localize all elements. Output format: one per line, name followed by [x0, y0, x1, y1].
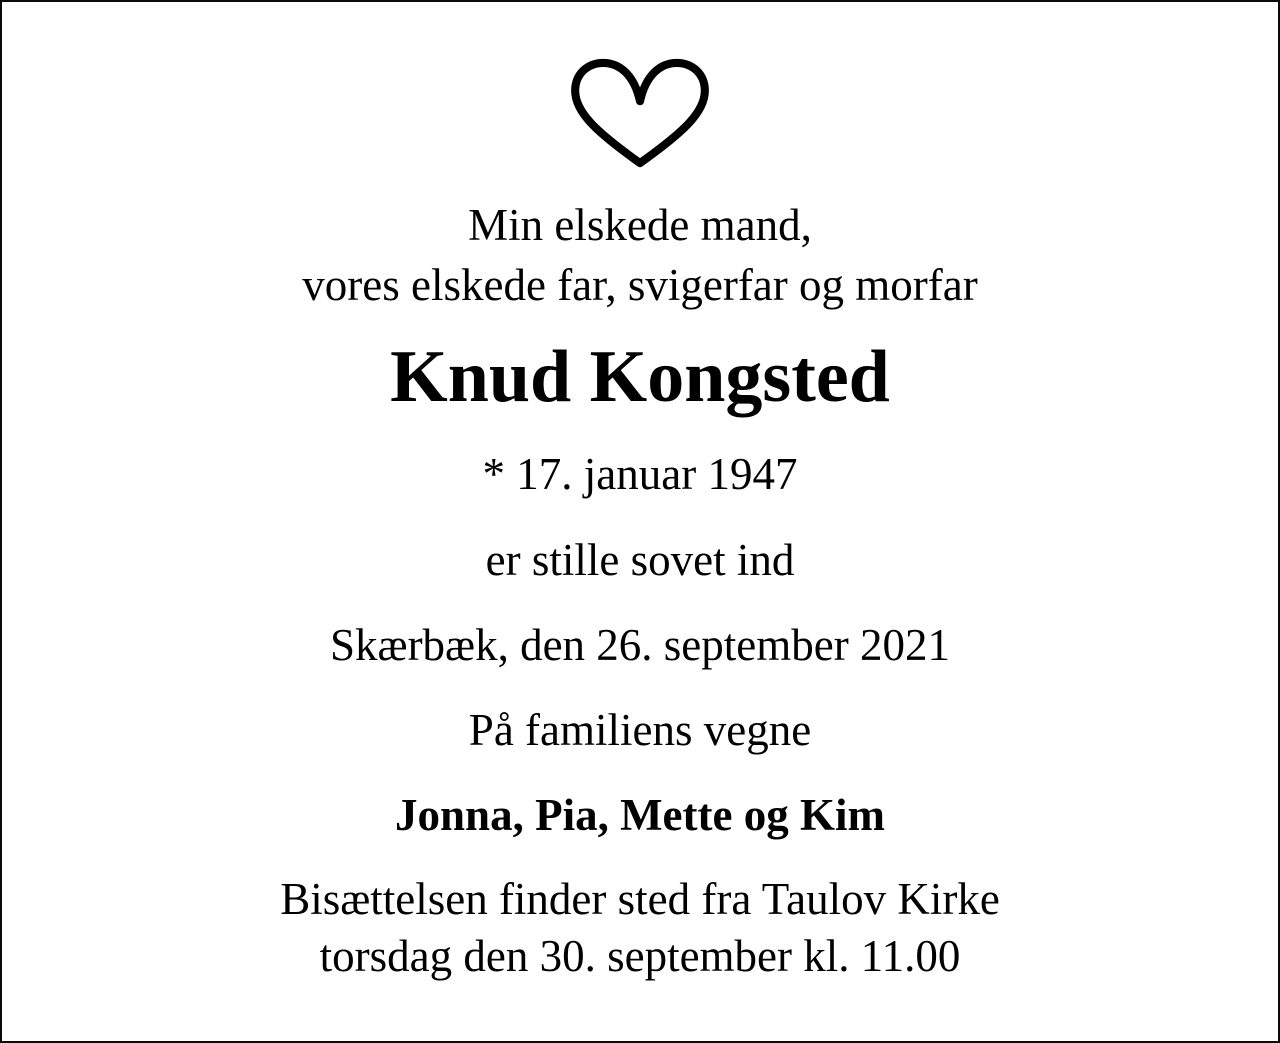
family-names-line: Jonna, Pia, Mette og Kim [395, 790, 885, 840]
passing-line: er stille sovet ind [485, 535, 795, 585]
intro-text [2, 195, 1278, 315]
deceased-name: Knud Kongsted [390, 336, 890, 418]
intro-line-1: Min elskede mand, [468, 200, 812, 250]
on-behalf-line: På familiens vegne [468, 705, 812, 755]
intro-line-2: vores elskede far, svigerfar og morfar [302, 260, 978, 310]
birth-date-line: * 17. januar 1947 [482, 449, 798, 499]
ceremony-details [2, 871, 1278, 985]
place-and-date-line: Skærbæk, den 26. september 2021 [330, 620, 950, 670]
ceremony-line-1: Bisættelsen finder sted fra Taulov Kirke [280, 874, 1000, 924]
heart-outline-icon [565, 57, 715, 169]
ceremony-line-2: torsdag den 30. september kl. 11.00 [319, 931, 961, 981]
